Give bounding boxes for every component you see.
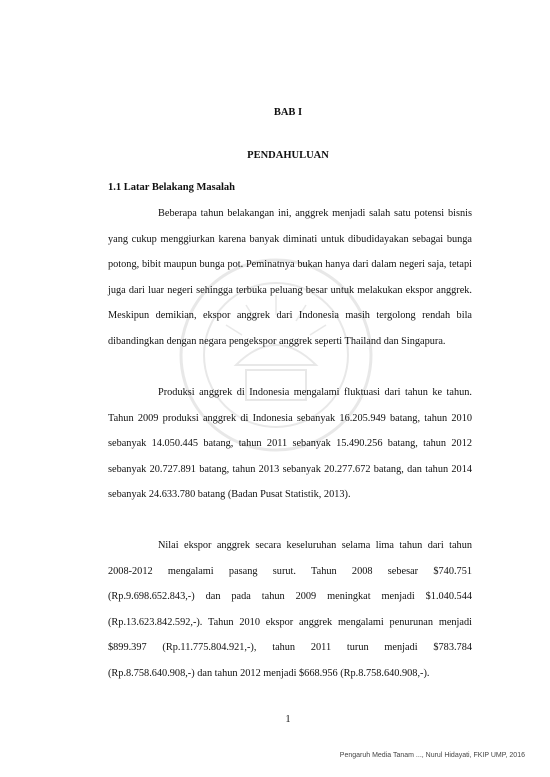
paragraph-export bbox=[108, 533, 472, 687]
footer-note: Pengaruh Media Tanam ..., Nurul Hidayati, FKIP UMP, 2016 bbox=[339, 752, 525, 759]
page-number: 1 bbox=[285, 714, 291, 725]
chapter-title: PENDAHULUAN bbox=[247, 150, 329, 161]
paragraph-text: Produksi anggrek di Indonesia mengalami fluktuasi dari tahun ke tahun. Tahun 2009 produksi anggrek di Indonesia sebanyak 16.205.949 batang, tahun 2010 sebanyak 14.050.445 batang, tahun 2011 sebanyak 15.490.256 batang, tahun 2012 sebanyak 20.727.891 batang, tahun 2013 sebanyak 20.277.672 batang, dan tahun 2014 sebanyak 24.633.780 batang (Badan Pusat Statistik, 2013). bbox=[108, 387, 472, 501]
paragraph-text: Nilai ekspor anggrek secara keseluruhan selama lima tahun dari tahun 2008-2012 mengalami pasang surut. Tahun 2008 sebesar $740.751 (Rp.9.698.652.843,-) dan pada tahun 2009 meningkat menjadi $1.040.544 (Rp.13.623.842.592,-). Tahun 2010 ekspor anggrek mengalami penurunan menjadi $899.397 (Rp.11.775.804.921,-), tahun 2011 turun menjadi $783.784 (Rp.8.758.640.908,-) dan tahun 2012 menjadi $668.956 (Rp.8.758.640.908,-). bbox=[108, 540, 472, 679]
paragraph-text: Beberapa tahun belakangan ini, anggrek menjadi salah satu potensi bisnis yang cukup menggiurkan karena banyak diminati untuk dibudidayakan sebagai bunga potong, bibit maupun bunga pot. Peminatnya bukan hanya dari dalam negeri saja, tetapi juga dari luar negeri sehingga terbuka peluang besar untuk melakukan ekspor anggrek. Meskipun demikian, ekspor anggrek dari Indonesia masih tergolong rendah bila dibandingkan dengan negara pengekspor anggrek seperti Thailand dan Singapura. bbox=[108, 208, 472, 347]
chapter-number: BAB I bbox=[273, 107, 303, 118]
paragraph-intro bbox=[108, 201, 472, 355]
section-heading: 1.1 Latar Belakang Masalah bbox=[108, 182, 235, 193]
paragraph-production bbox=[108, 380, 472, 508]
